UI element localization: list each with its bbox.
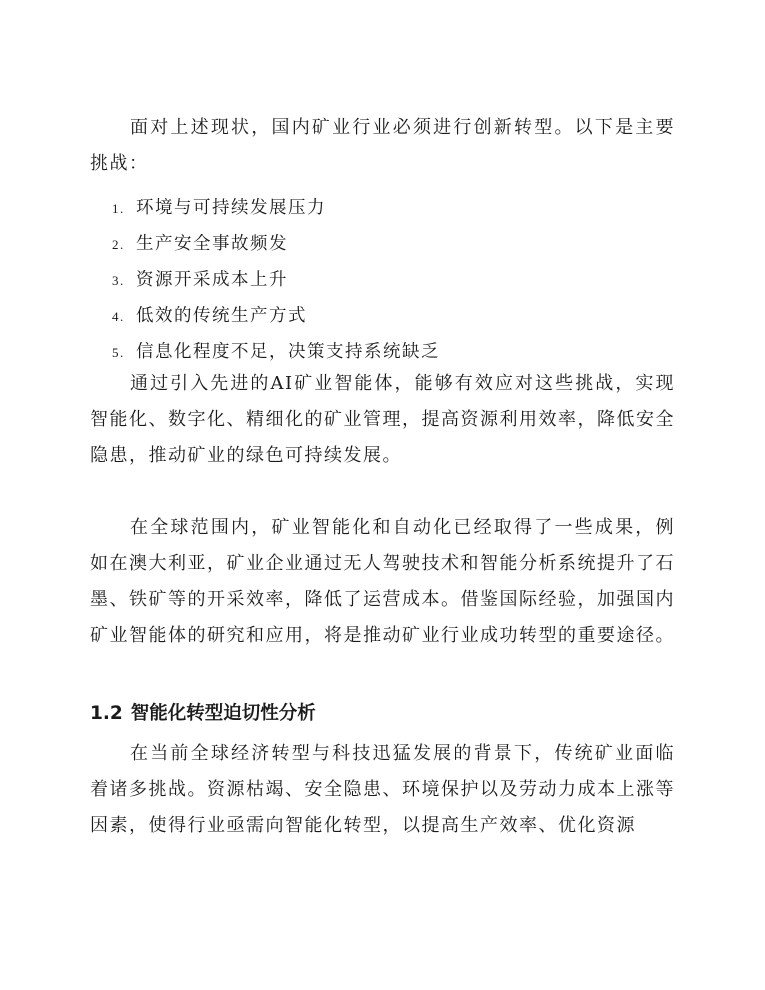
section-number: 1.2 bbox=[90, 703, 123, 724]
list-item-number: 2. bbox=[112, 237, 125, 252]
list-item-text: 低效的传统生产方式 bbox=[136, 306, 307, 326]
ai-paragraph: 通过引入先进的AI矿业智能体，能够有效应对这些挑战，实现智能化、数字化、精细化的矿业管理，提高资源利用效率，降低安全隐患，推动矿业的绿色可持续发展。 bbox=[90, 373, 675, 466]
list-item-text: 环境与可持续发展压力 bbox=[136, 198, 326, 218]
list-item-text: 资源开采成本上升 bbox=[136, 270, 288, 290]
list-item bbox=[112, 190, 672, 226]
intro-paragraph: 面对上述现状，国内矿业行业必须进行创新转型。以下是主要挑战： bbox=[90, 117, 675, 174]
list-item bbox=[112, 262, 672, 298]
list-item-number: 4. bbox=[112, 309, 125, 324]
list-item bbox=[112, 334, 672, 370]
section-heading bbox=[90, 696, 316, 732]
section-paragraph: 在当前全球经济转型与科技迅猛发展的背景下，传统矿业面临着诸多挑战。资源枯竭、安全隐患、环境保护以及劳动力成本上涨等因素，使得行业亟需向智能化转型，以提高生产效率、优化资源 bbox=[90, 743, 675, 836]
list-item-number: 3. bbox=[112, 273, 125, 288]
list-item-number: 5. bbox=[112, 345, 125, 360]
section-title: 智能化转型迫切性分析 bbox=[130, 703, 316, 724]
challenges-list bbox=[112, 190, 672, 370]
list-item-text: 生产安全事故频发 bbox=[136, 234, 288, 254]
list-item-number: 1. bbox=[112, 201, 125, 216]
global-paragraph: 在全球范围内，矿业智能化和自动化已经取得了一些成果，例如在澳大利亚，矿业企业通过无人驾驶技术和智能分析系统提升了石墨、铁矿等的开采效率，降低了运营成本。借鉴国际经验，加强国内矿业智能体的研究和应用，将是推动矿业行业成功转型的重要途径。 bbox=[90, 517, 675, 646]
list-item bbox=[112, 226, 672, 262]
list-item-text: 信息化程度不足，决策支持系统缺乏 bbox=[136, 342, 440, 362]
list-item bbox=[112, 298, 672, 334]
